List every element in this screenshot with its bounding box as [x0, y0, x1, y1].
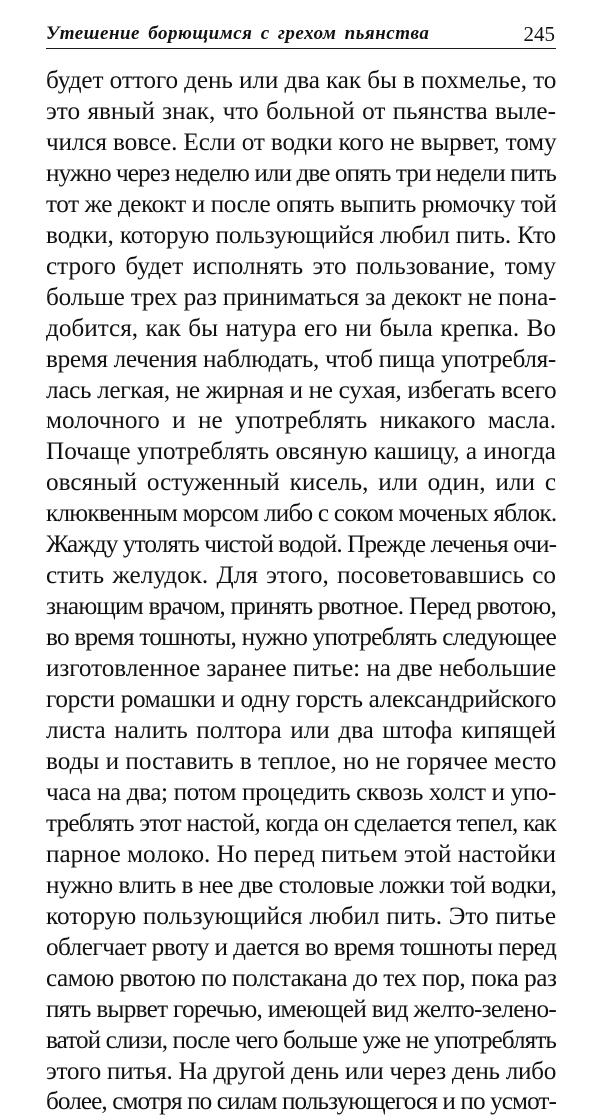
text-line: часа на два; потом процедить сквозь холст и упо-: [46, 778, 556, 806]
body-text: [46, 66, 556, 1118]
text-line: нужно влить в нее две столовые ложки той водки,: [46, 871, 557, 899]
text-line: лась легкая, не жирная и не сухая, избегать всего: [46, 376, 557, 404]
text-line: это явный знак, что больной от пьянства выле-: [46, 97, 556, 125]
text-line: больше трех раз приниматься за декокт не пона-: [46, 283, 557, 311]
text-line: стить желудок. Для этого, посоветовавшись со: [46, 562, 556, 590]
text-line: чился вовсе. Если от водки кого не вырвет, тому: [46, 128, 557, 156]
running-title: Утешение борющимся с грехом пьянства: [46, 23, 430, 44]
text-line: молочного и не употреблять никакого масла.: [46, 407, 556, 435]
text-line: клюквенным морсом либо с соком моченых яблок.: [46, 500, 557, 528]
text-line: нужно через неделю или две опять три недели пить: [46, 159, 556, 187]
text-line: облегчает рвоту и дается во время тошноты перед: [46, 933, 557, 961]
text-line: Жажду утолять чистой водой. Прежде леченья очи-: [46, 531, 557, 559]
text-line: во время тошноты, нужно употреблять следующее: [46, 624, 556, 652]
text-line: парное молоко. Но перед питьем этой настойки: [46, 840, 556, 868]
text-line: знающим врачом, принять рвотное. Перед рвотою,: [46, 593, 556, 621]
text-line: Почаще употреблять овсяную кашицу, а иногда: [46, 438, 556, 466]
text-line: этого питья. На другой день или через день либо: [46, 1057, 556, 1085]
text-line: которую пользующийся любил пить. Это питье: [46, 902, 556, 930]
text-line: горсти ромашки и одну горсть александрийского: [46, 686, 556, 714]
text-line: ватой слизи, после чего больше уже не употреблять: [46, 1026, 556, 1054]
text-line: листа налить полтора или два штофа кипящей: [46, 717, 556, 745]
text-line: добится, как бы натура его ни была крепка. Во: [46, 314, 556, 342]
text-line: водки, которую пользующийся любил пить. Кто: [46, 221, 556, 249]
text-line: строго будет исполнять это пользование, тому: [46, 252, 556, 280]
page-number: 245: [523, 22, 555, 46]
running-header: [46, 22, 556, 49]
text-line: пять вырвет горечью, имеющей вид желто-зелено-: [46, 995, 556, 1023]
text-line: будет оттого день или два как бы в похмелье, то: [46, 67, 557, 94]
text-line: время лечения наблюдать, чтоб пища употребля-: [46, 345, 556, 373]
text-line: изготовленное заранее питье: на две небольшие: [46, 655, 557, 683]
text-line: треблять этот настой, когда он сделается тепел, как: [46, 809, 556, 837]
text-line: тот же декокт и после опять выпить рюмочку той: [46, 190, 557, 218]
text-line: воды и поставить в теплое, но не горячее место: [46, 747, 557, 775]
text-line: самою рвотою по полстакана до тех пор, пока раз: [46, 964, 557, 992]
text-line: более, смотря по силам пользующегося и по усмот-: [46, 1088, 556, 1116]
text-line: овсяный остуженный кисель, или один, или с: [46, 469, 556, 497]
